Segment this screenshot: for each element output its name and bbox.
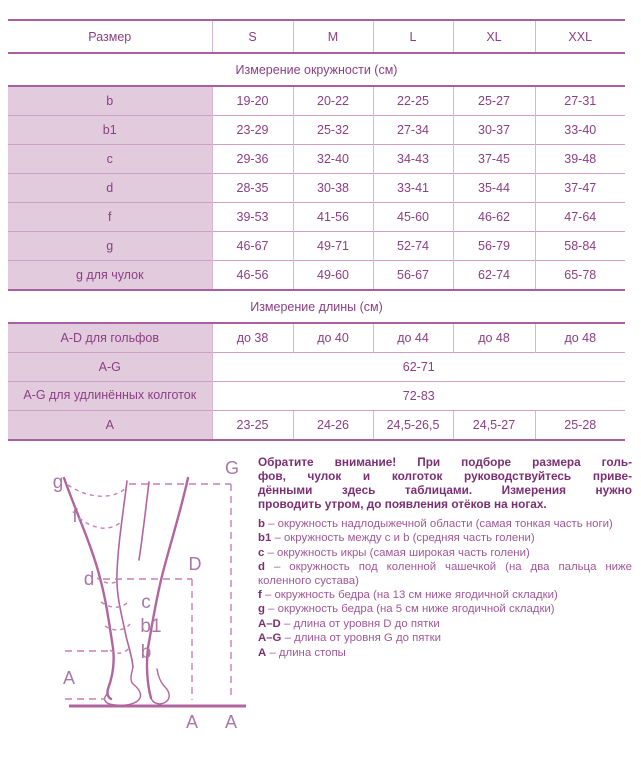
cell: 49-60 bbox=[293, 261, 373, 291]
cell: 24,5-27 bbox=[453, 411, 535, 441]
cell: 46-67 bbox=[212, 232, 293, 261]
definition-text: – окружность между с и b (средняя часть голени) bbox=[274, 532, 535, 545]
diagram-label-b1: b1 bbox=[140, 616, 162, 637]
table-row-g-stockings bbox=[8, 261, 625, 291]
definition-b1 bbox=[258, 532, 632, 545]
cell: 34-43 bbox=[373, 145, 453, 174]
cell: до 48 bbox=[535, 323, 625, 353]
table-row-c bbox=[8, 145, 625, 174]
paragraph-line: дёнными здесь таблицами. Измерения нужно bbox=[258, 483, 632, 497]
header-size-label: Размер bbox=[8, 20, 212, 53]
cell: 19-20 bbox=[212, 86, 293, 116]
cell: 27-31 bbox=[535, 86, 625, 116]
definition-text: – длина от уровня G до пятки bbox=[284, 632, 441, 645]
cell: 49-71 bbox=[293, 232, 373, 261]
cell: 47-64 bbox=[535, 203, 625, 232]
cell: 41-56 bbox=[293, 203, 373, 232]
header-size-l: L bbox=[373, 20, 453, 53]
row-label: f bbox=[8, 203, 212, 232]
diagram-label-d-cap: D bbox=[188, 554, 202, 574]
diagram-label-a-side: A bbox=[62, 668, 76, 688]
definition-a bbox=[258, 647, 632, 660]
definition-text: – окружность икры (самая широкая часть голени) bbox=[267, 546, 530, 559]
paragraph-line: проводить утром, до появления отёков на ногах. bbox=[258, 497, 547, 511]
definition-f bbox=[258, 589, 632, 602]
row-label: A bbox=[8, 411, 212, 441]
section-title-text: Измерение длины (см) bbox=[8, 290, 625, 323]
diagram-label-g-cap: G bbox=[224, 458, 240, 478]
definition-text: – окружность бедра (на 5 см ниже ягодичной складки) bbox=[268, 603, 555, 616]
definition-b bbox=[258, 518, 632, 531]
header-size-xl: XL bbox=[453, 20, 535, 53]
definition-text: – окружность надлодыжечной области (самая тонкая часть ноги) bbox=[268, 518, 613, 530]
header-size-m: M bbox=[293, 20, 373, 53]
table-row-f bbox=[8, 203, 625, 232]
cell: 20-22 bbox=[293, 86, 373, 116]
definition-term: g bbox=[258, 603, 265, 616]
definition-term: b1 bbox=[258, 532, 272, 545]
table-row-b1 bbox=[8, 116, 625, 145]
table-row-ag bbox=[8, 353, 625, 382]
definition-c bbox=[258, 547, 632, 560]
paragraph-line: фов, чулок и колготок руководствуйтесь приве- bbox=[258, 469, 632, 483]
cell: 65-78 bbox=[535, 261, 625, 291]
cell: 25-27 bbox=[453, 86, 535, 116]
notes-block bbox=[258, 455, 632, 661]
cell: 58-84 bbox=[535, 232, 625, 261]
row-label: g для чулок bbox=[8, 261, 212, 291]
row-label: c bbox=[8, 145, 212, 174]
section-title-circumference bbox=[8, 53, 625, 86]
cell-span: 72-83 bbox=[212, 382, 625, 411]
leg-drawing bbox=[64, 478, 188, 705]
cell: 35-44 bbox=[453, 174, 535, 203]
cell: до 38 bbox=[212, 323, 293, 353]
leg-measurement-diagram bbox=[18, 448, 250, 748]
cell: до 40 bbox=[293, 323, 373, 353]
cell: 45-60 bbox=[373, 203, 453, 232]
definition-text: – длина от уровня D до пятки bbox=[283, 617, 440, 630]
section-title-length bbox=[8, 290, 625, 323]
row-label: A-G для удлинённых колготок bbox=[8, 382, 212, 411]
definition-term: A–D bbox=[258, 617, 281, 630]
header-size-s: S bbox=[212, 20, 293, 53]
cell: 56-79 bbox=[453, 232, 535, 261]
cell: 56-67 bbox=[373, 261, 453, 291]
cell: 22-25 bbox=[373, 86, 453, 116]
definition-term: A bbox=[258, 646, 267, 659]
definition-text: – окружность под коленной чашечкой (на два пальца ниже коленного сустава) bbox=[258, 561, 632, 587]
header-size-xxl: XXL bbox=[535, 20, 625, 53]
diagram-label-a-bottom-right: A bbox=[224, 712, 238, 732]
cell: 28-35 bbox=[212, 174, 293, 203]
paragraph-line: Обратите внимание! При подборе размера голь- bbox=[258, 455, 632, 469]
row-label: A-G bbox=[8, 353, 212, 382]
definition-term: f bbox=[258, 589, 262, 602]
diagram-label-g: g bbox=[52, 472, 64, 493]
size-table bbox=[8, 19, 625, 441]
cell: 39-53 bbox=[212, 203, 293, 232]
table-row-a bbox=[8, 411, 625, 441]
cell: 37-45 bbox=[453, 145, 535, 174]
cell: 30-37 bbox=[453, 116, 535, 145]
definition-term: c bbox=[258, 546, 265, 559]
row-label: b1 bbox=[8, 116, 212, 145]
table-row-ag-long-tights bbox=[8, 382, 625, 411]
cell: 39-48 bbox=[535, 145, 625, 174]
diagram-label-d: d bbox=[83, 569, 95, 590]
cell: 24,5-26,5 bbox=[373, 411, 453, 441]
attention-paragraph bbox=[258, 455, 632, 511]
table-row-b bbox=[8, 86, 625, 116]
diagram-label-c: c bbox=[141, 592, 151, 613]
cell: 46-56 bbox=[212, 261, 293, 291]
definition-a-d bbox=[258, 618, 632, 631]
diagram-label-a-bottom-left: A bbox=[185, 712, 199, 732]
cell: 33-40 bbox=[535, 116, 625, 145]
row-label: A-D для гольфов bbox=[8, 323, 212, 353]
section-title-text: Измерение окружности (см) bbox=[8, 53, 625, 86]
cell: 37-47 bbox=[535, 174, 625, 203]
diagram-labels bbox=[53, 458, 239, 732]
cell: 62-74 bbox=[453, 261, 535, 291]
table-row-ad-golf bbox=[8, 323, 625, 353]
table-header-row bbox=[8, 20, 625, 53]
cell: 29-36 bbox=[212, 145, 293, 174]
table-row-g bbox=[8, 232, 625, 261]
definition-term: d bbox=[258, 561, 265, 574]
row-label: b bbox=[8, 86, 212, 116]
cell: 25-28 bbox=[535, 411, 625, 441]
cell: 33-41 bbox=[373, 174, 453, 203]
cell: 32-40 bbox=[293, 145, 373, 174]
table-row-d bbox=[8, 174, 625, 203]
definition-term: A–G bbox=[258, 632, 282, 645]
cell: 23-25 bbox=[212, 411, 293, 441]
cell: 25-32 bbox=[293, 116, 373, 145]
definition-a-g bbox=[258, 632, 632, 645]
row-label: d bbox=[8, 174, 212, 203]
definition-text: – длина стопы bbox=[269, 646, 346, 659]
cell: 52-74 bbox=[373, 232, 453, 261]
diagram-label-f: f bbox=[72, 506, 78, 527]
diagram-label-b: b bbox=[140, 642, 152, 663]
cell: 46-62 bbox=[453, 203, 535, 232]
cell: 30-38 bbox=[293, 174, 373, 203]
definition-g bbox=[258, 603, 632, 616]
cell: до 44 bbox=[373, 323, 453, 353]
cell-span: 62-71 bbox=[212, 353, 625, 382]
measurement-definitions bbox=[258, 518, 632, 660]
cell: до 48 bbox=[453, 323, 535, 353]
definition-text: – окружность бедра (на 13 см ниже ягодичной складки) bbox=[264, 589, 558, 602]
definition-d bbox=[258, 561, 632, 588]
cell: 23-29 bbox=[212, 116, 293, 145]
row-label: g bbox=[8, 232, 212, 261]
cell: 24-26 bbox=[293, 411, 373, 441]
definition-term: b bbox=[258, 518, 265, 530]
cell: 27-34 bbox=[373, 116, 453, 145]
